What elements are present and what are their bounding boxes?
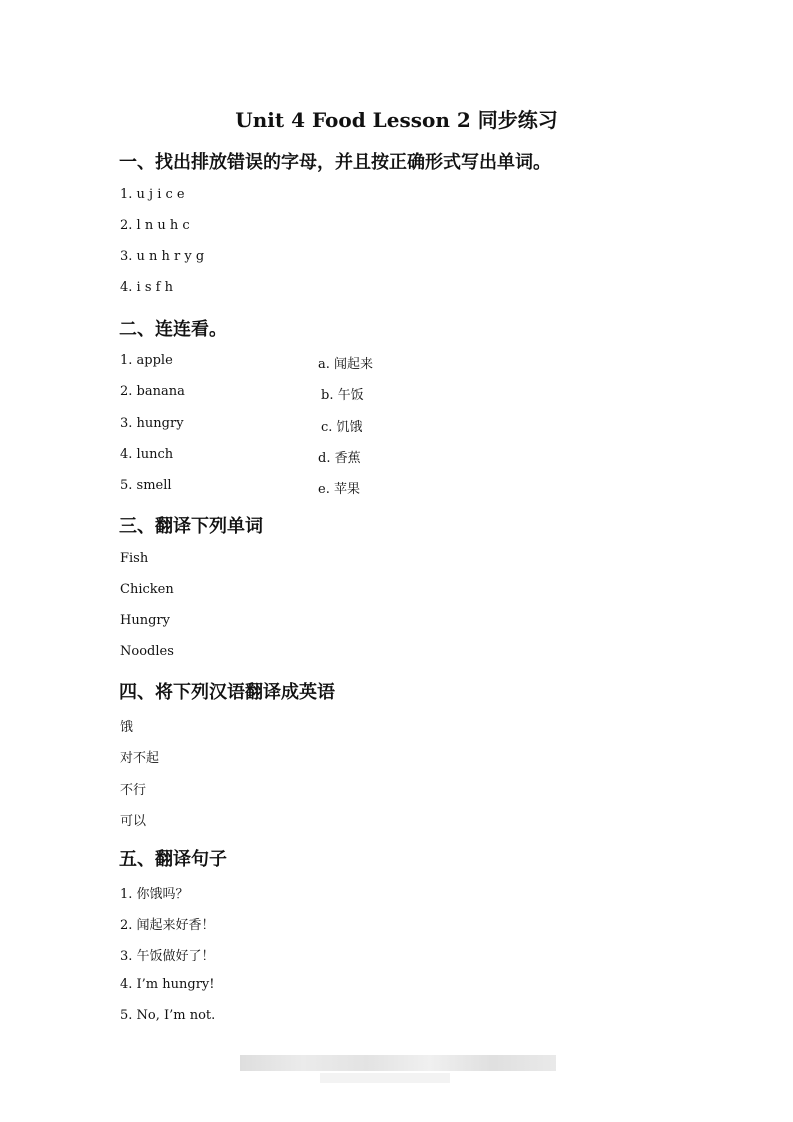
section-1-heading: 一、找出排放错误的字母，并且按正确形式写出单词。 (119, 152, 551, 173)
match-right-item: b. 午饭 (321, 388, 364, 403)
match-right-item: a. 闻起来 (318, 357, 374, 372)
section-3-item: Hungry (120, 613, 170, 628)
section-1-item: 4. i s f h (120, 280, 173, 295)
section-2-heading: 二、连连看。 (119, 319, 227, 340)
match-right-item: e. 苹果 (318, 482, 360, 497)
section-5-item: 3. 午饭做好了！ (120, 949, 215, 964)
match-left-item: 1. apple (120, 353, 173, 368)
match-right-item: c. 饥饿 (321, 420, 363, 435)
section-5-item: 5. No, I’m not. (120, 1008, 216, 1023)
section-5-heading: 五、翻译句子 (119, 849, 227, 870)
section-1-item: 2. l n u h c (120, 218, 190, 233)
match-left-item: 3. hungry (120, 416, 184, 431)
section-4-item: 对不起 (120, 751, 160, 766)
page-title: Unit 4 Food Lesson 2 同步练习 (235, 108, 558, 132)
match-right-item: d. 香蕉 (318, 451, 361, 466)
section-3-item: Fish (120, 551, 149, 566)
section-4-heading: 四、将下列汉语翻译成英语 (119, 682, 335, 703)
section-3-item: Noodles (120, 644, 174, 659)
section-1-item: 1. u j i c e (120, 187, 185, 202)
section-4-item: 饿 (120, 720, 134, 735)
section-5-item: 2. 闻起来好香！ (120, 918, 215, 933)
match-left-item: 2. banana (120, 384, 185, 399)
section-4-item: 不行 (120, 783, 147, 798)
match-left-item: 4. lunch (120, 447, 174, 462)
section-3-item: Chicken (120, 582, 174, 597)
section-1-item: 3. u n h r y g (120, 249, 205, 264)
blurred-watermark (240, 1055, 556, 1071)
match-left-item: 5. smell (120, 478, 172, 493)
blurred-watermark-sub (320, 1073, 450, 1083)
section-5-item: 4. I’m hungry! (120, 977, 215, 992)
section-4-item: 可以 (120, 814, 147, 829)
section-5-item: 1. 你饿吗？ (120, 887, 189, 902)
section-3-heading: 三、翻译下列单词 (119, 516, 263, 537)
